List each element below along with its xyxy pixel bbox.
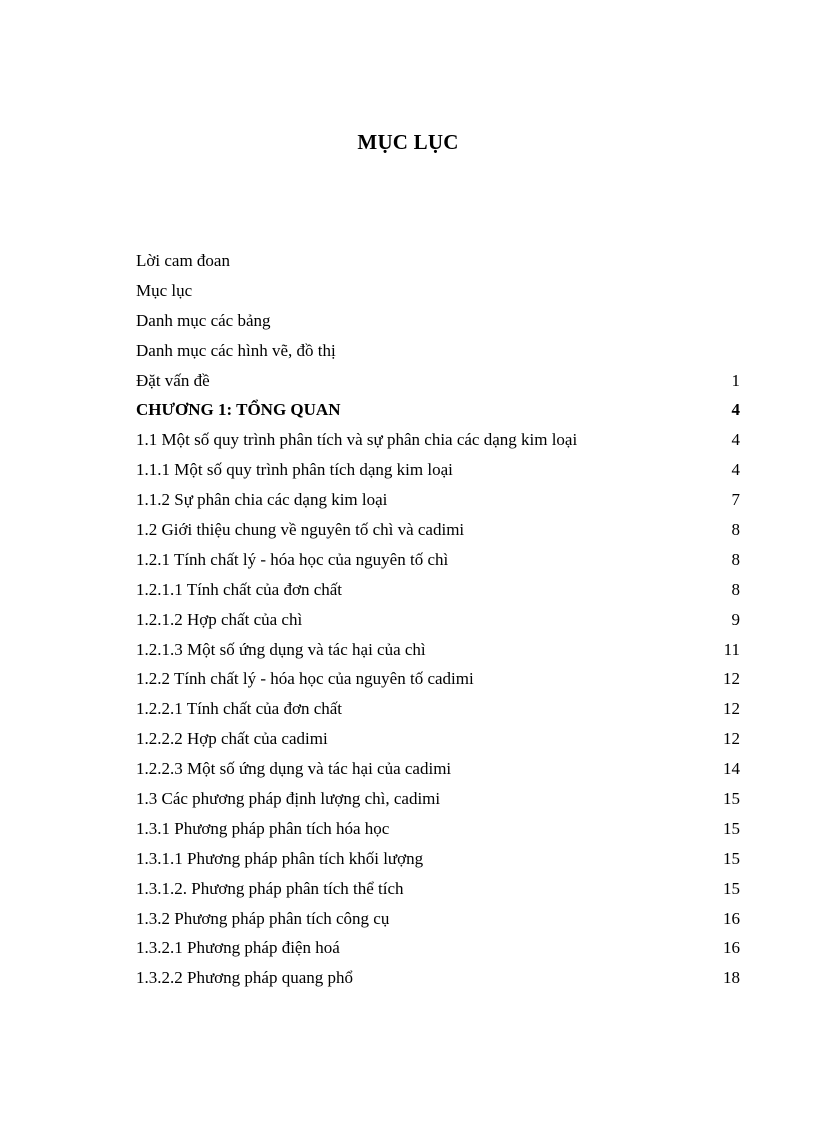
toc-entry-title: 1.2.2.1 Tính chất của đơn chất bbox=[136, 699, 343, 719]
toc-entry[interactable] bbox=[136, 395, 740, 425]
toc-entry-title: 1.3.1.1 Phương pháp phân tích khối lượng bbox=[136, 848, 424, 868]
toc-entry[interactable] bbox=[136, 425, 740, 455]
toc-entry[interactable] bbox=[136, 784, 740, 814]
toc-entry[interactable] bbox=[136, 575, 740, 605]
toc-entry-page-number: 8 bbox=[731, 520, 740, 540]
toc-entry-page-number: 1 bbox=[731, 370, 740, 390]
toc-entry-title: 1.3.1.2. Phương pháp phân tích thể tích bbox=[136, 878, 404, 898]
toc-entry-page-number: 7 bbox=[731, 490, 740, 510]
toc-entry-title: CHƯƠNG 1: TỔNG QUAN bbox=[136, 400, 341, 420]
toc-entry[interactable] bbox=[136, 904, 740, 934]
toc-entry-page-number: 4 bbox=[731, 400, 740, 420]
toc-entry-page-number: 12 bbox=[723, 669, 740, 689]
toc-entry-title: 1.2.1.1 Tính chất của đơn chất bbox=[136, 579, 343, 599]
toc-entry[interactable] bbox=[136, 814, 740, 844]
toc-entry-page-number: 14 bbox=[723, 759, 740, 779]
toc-entry-page-number: 15 bbox=[723, 878, 740, 898]
toc-entry-title: 1.2.2 Tính chất lý - hóa học của nguyên tố cadimi bbox=[136, 669, 474, 689]
toc-entry[interactable] bbox=[136, 336, 740, 366]
toc-entry[interactable] bbox=[136, 635, 740, 665]
toc-entry-title: 1.1.1 Một số quy trình phân tích dạng kim loại bbox=[136, 460, 453, 480]
toc-entry-title: 1.3.2.1 Phương pháp điện hoá bbox=[136, 938, 340, 958]
toc-entry[interactable] bbox=[136, 664, 740, 694]
toc-entry[interactable] bbox=[136, 246, 740, 276]
toc-entry-title: Đặt vấn đề bbox=[136, 370, 210, 390]
toc-entry-title: 1.2.1.2 Hợp chất của chì bbox=[136, 609, 303, 629]
toc-entry-title: 1.2.2.3 Một số ứng dụng và tác hại của cadimi bbox=[136, 759, 452, 779]
toc-entry[interactable] bbox=[136, 724, 740, 754]
toc-entry-page-number: 15 bbox=[723, 789, 740, 809]
toc-entry-page-number: 4 bbox=[731, 430, 740, 450]
toc-entry-page-number: 11 bbox=[723, 639, 740, 659]
toc-entry-page-number: 8 bbox=[731, 579, 740, 599]
toc-entry-title: Mục lục bbox=[136, 280, 193, 300]
toc-entry-title: 1.3 Các phương pháp định lượng chì, cadimi bbox=[136, 789, 441, 809]
toc-entry-title: 1.1 Một số quy trình phân tích và sự phân chia các dạng kim loại bbox=[136, 430, 578, 450]
toc-entry-title: Lời cam đoan bbox=[136, 251, 230, 270]
toc-entry-page-number: 4 bbox=[731, 460, 740, 480]
toc-entry-page-number: 9 bbox=[731, 609, 740, 629]
toc-entry-title: 1.3.1 Phương pháp phân tích hóa học bbox=[136, 818, 390, 838]
toc-entry[interactable] bbox=[136, 754, 740, 784]
toc-entry[interactable] bbox=[136, 874, 740, 904]
toc-entry-title: 1.2.1 Tính chất lý - hóa học của nguyên tố chì bbox=[136, 549, 449, 569]
toc-entry-title: Danh mục các bảng bbox=[136, 310, 271, 330]
toc-entry[interactable] bbox=[136, 366, 740, 396]
page-title: MỤC LỤC bbox=[357, 130, 459, 154]
toc-entry-page-number: 15 bbox=[723, 818, 740, 838]
toc-entry-page-number: 16 bbox=[723, 908, 740, 928]
toc-entry-page-number: 15 bbox=[723, 848, 740, 868]
toc-entry-title: 1.2.2.2 Hợp chất của cadimi bbox=[136, 729, 328, 749]
toc-entry-page-number: 8 bbox=[731, 549, 740, 569]
toc-entry-title: 1.2.1.3 Một số ứng dụng và tác hại của chì bbox=[136, 639, 426, 659]
toc-entry[interactable] bbox=[136, 485, 740, 515]
toc-entry-title: 1.3.2 Phương pháp phân tích công cụ bbox=[136, 908, 390, 928]
toc-entry[interactable] bbox=[136, 933, 740, 963]
toc-entry-page-number: 12 bbox=[723, 699, 740, 719]
toc-entry-title: 1.2 Giới thiệu chung về nguyên tố chì và cadimi bbox=[136, 520, 465, 540]
toc-entry[interactable] bbox=[136, 963, 740, 993]
toc-entry-title: Danh mục các hình vẽ, đồ thị bbox=[136, 340, 336, 360]
toc-entry[interactable] bbox=[136, 306, 740, 336]
toc-entry[interactable] bbox=[136, 455, 740, 485]
toc-entry[interactable] bbox=[136, 515, 740, 545]
table-of-contents bbox=[136, 246, 740, 993]
toc-entry-page-number: 12 bbox=[723, 729, 740, 749]
toc-entry[interactable] bbox=[136, 844, 740, 874]
toc-entry[interactable] bbox=[136, 605, 740, 635]
toc-entry-page-number: 18 bbox=[723, 968, 740, 988]
toc-entry[interactable] bbox=[136, 694, 740, 724]
toc-entry-title: 1.1.2 Sự phân chia các dạng kim loại bbox=[136, 490, 388, 510]
toc-entry-title: 1.3.2.2 Phương pháp quang phổ bbox=[136, 968, 353, 988]
toc-entry[interactable] bbox=[136, 276, 740, 306]
toc-entry[interactable] bbox=[136, 545, 740, 575]
toc-entry-page-number: 16 bbox=[723, 938, 740, 958]
